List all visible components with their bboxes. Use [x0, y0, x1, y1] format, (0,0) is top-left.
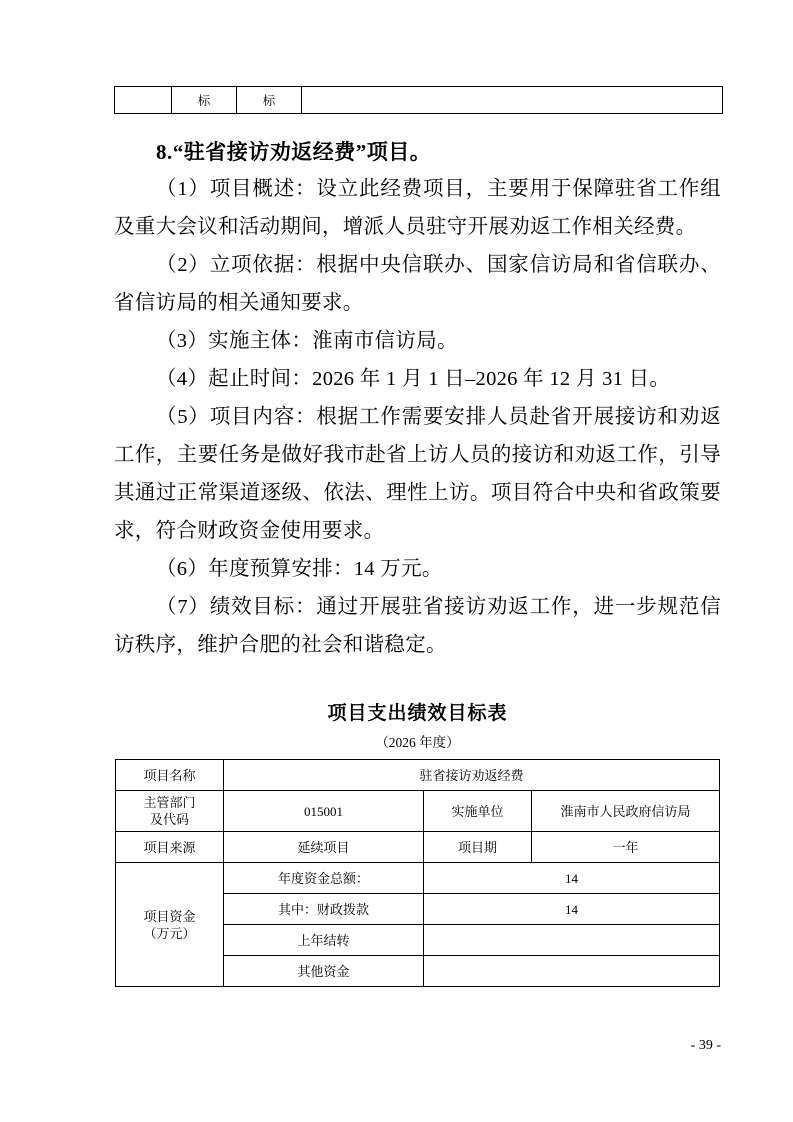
table-row-project-name: [115, 760, 719, 791]
value-fund-total: 14: [423, 863, 719, 894]
value-project-name: 驻省接访劝返经费: [223, 760, 719, 791]
table-row-department: [115, 791, 719, 832]
paragraph-7: （7）绩效目标：通过开展驻省接访劝返工作，进一步规范信访秩序，维护合肥的社会和谐稳定。: [114, 596, 721, 656]
section-heading: 8.“驻省接访劝返经费”项目。: [156, 140, 432, 164]
paragraph-4: （4）起止时间：2026 年 1 月 1 日–2026 年 12 月 31 日。: [156, 368, 671, 390]
cell-biao-1: 标: [172, 87, 237, 114]
value-project-period: 一年: [531, 832, 719, 863]
paragraph-6: （6）年度预算安排：14 万元。: [156, 558, 443, 580]
label-project-funds: [115, 863, 223, 987]
label-funds-line1: 项目资金: [143, 908, 196, 924]
value-project-source: 延续项目: [223, 832, 423, 863]
paragraph-3: （3）实施主体：淮南市信访局。: [156, 330, 458, 352]
cell-empty-2: [302, 87, 723, 114]
paragraph-2: （2）立项依据：根据中央信联办、国家信访局和省信联办、省信访局的相关通知要求。: [114, 254, 721, 314]
label-funds-line2: （万元）: [143, 925, 196, 941]
performance-table-subtitle: （2026 年度）: [375, 735, 460, 750]
value-department-code: 015001: [223, 791, 423, 832]
cell-biao-2: 标: [237, 87, 302, 114]
value-fund-fiscal: 14: [423, 894, 719, 925]
continued-table: [114, 86, 723, 114]
label-project-source: 项目来源: [115, 832, 223, 863]
label-fund-fiscal: 其中：财政拨款: [223, 894, 423, 925]
paragraph-1: （1）项目概述：设立此经费项目，主要用于保障驻省工作组及重大会议和活动期间，增派人员驻守开展劝返工作相关经费。: [114, 178, 721, 238]
cell-empty-1: [115, 87, 172, 114]
label-department-code: [115, 791, 223, 832]
label-project-period: 项目期: [423, 832, 531, 863]
label-fund-carryover: 上年结转: [223, 925, 423, 956]
label-department-line2: 及代码: [149, 812, 189, 827]
performance-target-table: [115, 759, 720, 987]
paragraph-5: （5）项目内容：根据工作需要安排人员赴省开展接访和劝返工作，主要任务是做好我市赴省上访人员的接访和劝返工作，引导其通过正常渠道逐级、依法、理性上访。项目符合中央和省政策要求，符合财政资金使用要求。: [114, 406, 721, 542]
label-fund-other: 其他资金: [223, 956, 423, 987]
label-department-line1: 主管部门: [143, 795, 196, 810]
table-row: [115, 87, 723, 114]
table-row-fund-total: [115, 863, 719, 894]
label-implementing-unit: 实施单位: [423, 791, 531, 832]
value-fund-carryover: [423, 925, 719, 956]
value-implementing-unit: 淮南市人民政府信访局: [531, 791, 719, 832]
label-project-name: 项目名称: [115, 760, 223, 791]
performance-table-title: 项目支出绩效目标表: [327, 703, 508, 724]
label-fund-total: 年度资金总额：: [223, 863, 423, 894]
table-row-source: [115, 832, 719, 863]
page-number: - 39 -: [690, 1038, 721, 1053]
value-fund-other: [423, 956, 719, 987]
